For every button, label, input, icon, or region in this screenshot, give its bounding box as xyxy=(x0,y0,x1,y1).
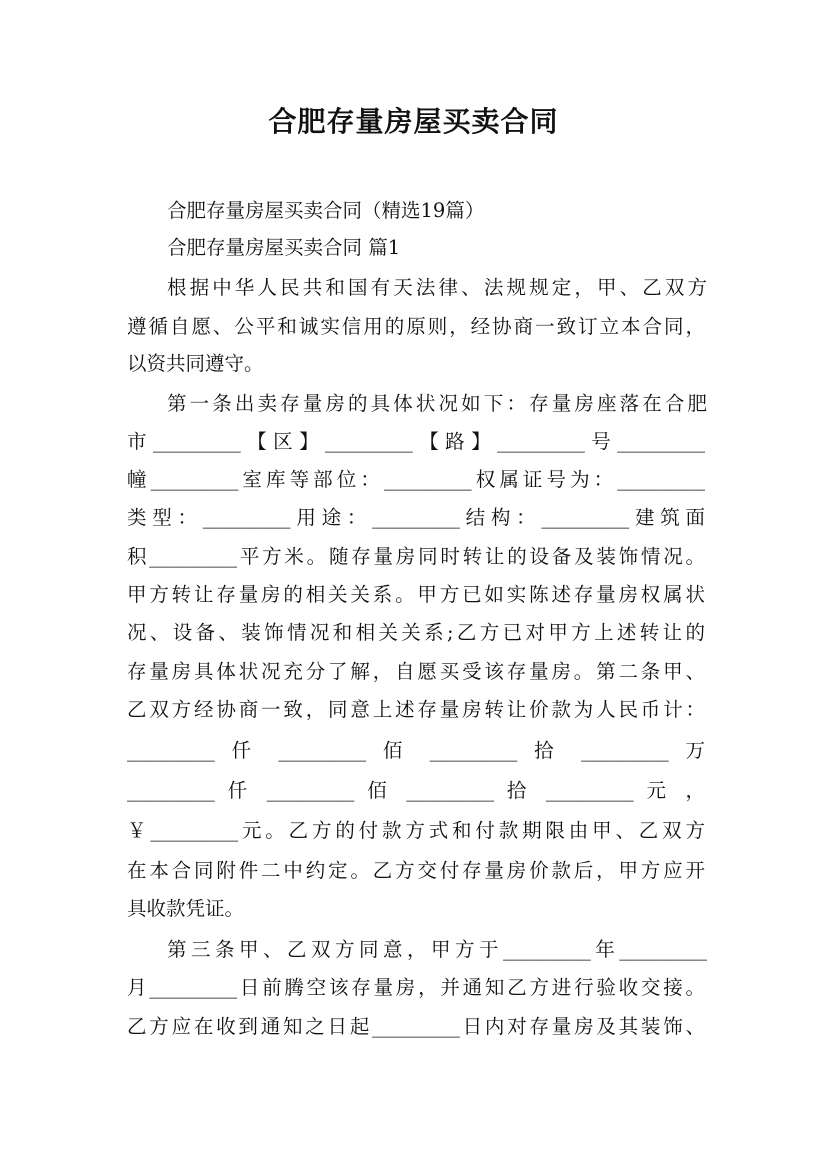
paragraph-line: 在本合同附件二中约定。乙方交付存量房价款后，甲方应开 xyxy=(127,859,705,882)
subtitle: 合肥存量房屋买卖合同（精选19篇） xyxy=(167,199,485,222)
paragraph-line: 类型：_________用途：_________结构：_________建筑面 xyxy=(127,506,705,529)
paragraph-line: 月_________日前腾空该存量房，并通知乙方进行验收交接。 xyxy=(127,976,705,999)
paragraph-line: 根据中华人民共和国有天法律、法规规定，甲、乙双方 xyxy=(167,276,707,299)
paragraph-line: 幢_________室库等部位：_________权属证号为：_________ xyxy=(127,468,705,491)
paragraph-line: 具收款凭证。 xyxy=(127,897,245,920)
paragraph-line: 存量房具体状况充分了解，自愿买受该存量房。第二条甲、 xyxy=(127,660,705,683)
paragraph-line: 以资共同遵守。 xyxy=(127,352,264,375)
paragraph-line: ￥_________元。乙方的付款方式和付款期限由甲、乙双方 xyxy=(127,819,705,842)
paragraph-line: _________ 仟 _________ 佰 _________ 拾 _________ 元 ， xyxy=(127,779,705,802)
document-title: 合肥存量房屋买卖合同 xyxy=(268,105,559,138)
paragraph-line: 市_________【区】_________【路】_________号_________ xyxy=(127,430,705,453)
paragraph-line: 乙双方经协商一致，同意上述存量房转让价款为人民币计： xyxy=(127,698,705,721)
paragraph-line: 遵循自愿、公平和诚实信用的原则，经协商一致订立本合同， xyxy=(127,315,705,338)
paragraph-line: 积_________平方米。随存量房同时转让的设备及装饰情况。 xyxy=(127,545,705,568)
paragraph-line: 况、设备、装饰情况和相关关系;乙方已对甲方上述转让的 xyxy=(127,621,705,644)
section-heading: 合肥存量房屋买卖合同 篇1 xyxy=(167,236,401,259)
paragraph-line: 乙方应在收到通知之日起_________日内对存量房及其装饰、 xyxy=(127,1015,705,1038)
paragraph-line: 甲方转让存量房的相关关系。甲方已如实陈述存量房权属状 xyxy=(127,583,705,606)
paragraph-line: 第三条甲、乙双方同意，甲方于_________年_________ xyxy=(167,938,707,961)
paragraph-line: _________ 仟 _________ 佰 _________ 拾 _________ 万 xyxy=(127,739,705,762)
paragraph-line: 第一条出卖存量房的具体状况如下：存量房座落在合肥 xyxy=(167,392,707,415)
